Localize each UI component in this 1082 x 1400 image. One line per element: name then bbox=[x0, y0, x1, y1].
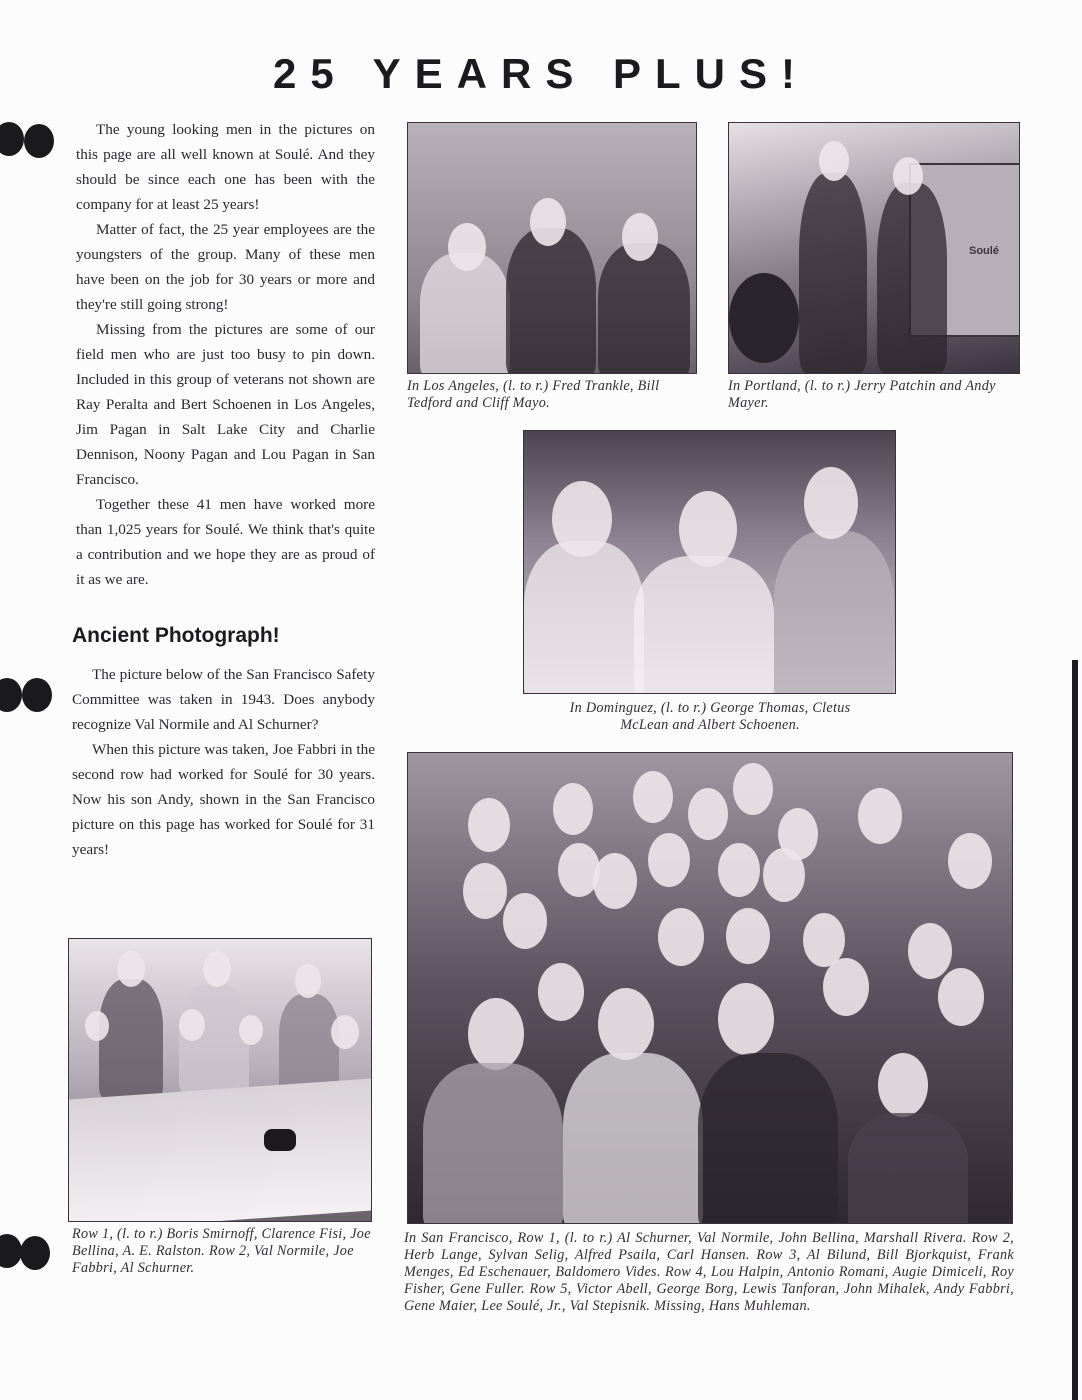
safety-committee-photo bbox=[68, 938, 372, 1222]
intro-paragraph: The young looking men in the pictures on this page are all well known at Soulé. And they should be since each one has been with the company for at least 25 years! bbox=[76, 121, 375, 213]
ancient-article bbox=[72, 662, 375, 862]
punch-hole-top bbox=[0, 122, 24, 156]
ancient-paragraph: The picture below of the San Francisco Safety Committee was taken in 1943. Does anybody recognize Val Normile and Al Schurner? bbox=[72, 666, 375, 733]
intro-article bbox=[76, 117, 375, 592]
telephone-icon bbox=[264, 1129, 296, 1151]
punch-hole-bottom bbox=[0, 1234, 22, 1268]
ancient-photograph-heading: Ancient Photograph! bbox=[72, 624, 280, 647]
punch-hole-middle bbox=[0, 678, 22, 712]
intro-paragraph: Missing from the pictures are some of our field men who are just too busy to pin down. Included in this group of veterans not shown are Ray Peralta and Bert Schoenen in Los Angeles, Jim Pagan in Salt Lake City and Charlie Dennison, Noony Pagan and Lou Pagan in San Francisco. bbox=[76, 321, 375, 488]
ancient-paragraph: When this picture was taken, Joe Fabbri in the second row had worked for Soulé for 30 years. Now his son Andy, shown in the San Francisco picture on this page has worked for Soulé for 31 years! bbox=[72, 741, 375, 858]
punch-hole-top-2 bbox=[24, 124, 54, 158]
los-angeles-photo bbox=[407, 122, 697, 374]
truck-logo: Soulé bbox=[969, 245, 999, 257]
page-edge-shadow bbox=[1072, 660, 1078, 1400]
page-title: 25 YEARS PLUS! bbox=[273, 50, 809, 97]
punch-hole-middle-2 bbox=[22, 678, 52, 712]
san-francisco-photo bbox=[407, 752, 1013, 1224]
punch-hole-bottom-2 bbox=[20, 1236, 50, 1270]
los-angeles-caption: In Los Angeles, (l. to r.) Fred Trankle, Bill Tedford and Cliff Mayo. bbox=[407, 378, 660, 411]
dominguez-caption: In Dominguez, (l. to r.) George Thomas, Cletus McLean and Albert Schoenen. bbox=[569, 700, 851, 733]
portland-photo bbox=[728, 122, 1020, 374]
intro-paragraph: Matter of fact, the 25 year employees are the youngsters of the group. Many of these men have been on the job for 30 years or more and they're still going strong! bbox=[76, 221, 375, 313]
dominguez-photo bbox=[523, 430, 896, 694]
san-francisco-caption: In San Francisco, Row 1, (l. to r.) Al Schurner, Val Normile, John Bellina, Marshall Rivera. Row 2, Herb Lange, Sylvan Selig, Alfred Psaila, Carl Hansen. Row 3, Al Bilund, Bill Bjorkquist, Frank Menges, Ed Eschenauer, Baldomero Vides. Row 4, Lou Halpin, Antonio Romani, Augie Dimiceli, Roy Fisher, Gene Fuller. Row 5, Victor Abell, George Borg, Lewis Tanforan, John Mihalek, Andy Fabbri, Gene Maier, Lee Soulé, Jr., Val Stepisnik. Missing, Hans Muhleman. bbox=[404, 1230, 1014, 1314]
portland-caption: In Portland, (l. to r.) Jerry Patchin and Andy Mayer. bbox=[728, 378, 996, 411]
safety-committee-caption: Row 1, (l. to r.) Boris Smirnoff, Clarence Fisi, Joe Bellina, A. E. Ralston. Row 2, Val Normile, Joe Fabbri, Al Schurner. bbox=[72, 1226, 371, 1276]
intro-paragraph: Together these 41 men have worked more than 1,025 years for Soulé. We think that's quite a contribution and we hope they are as proud of it as we are. bbox=[76, 496, 375, 588]
